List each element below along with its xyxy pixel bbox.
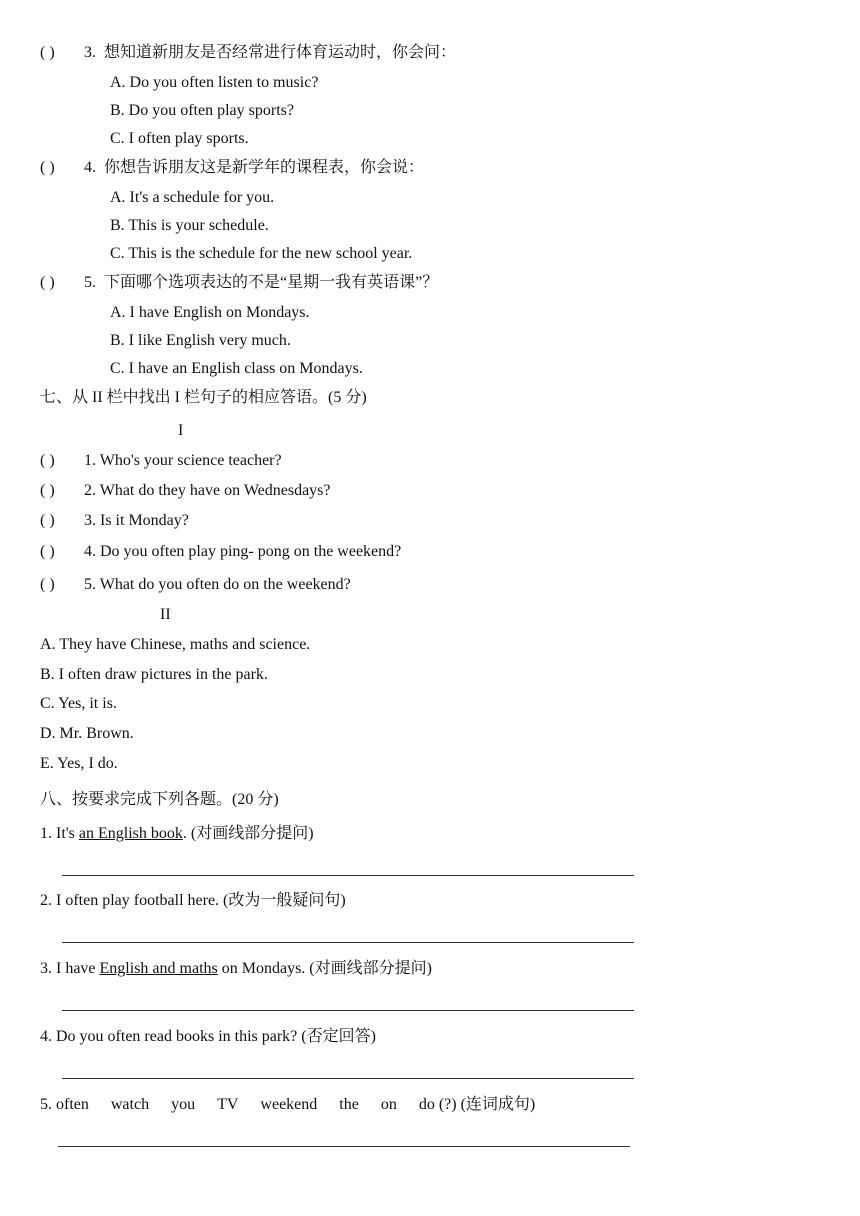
option-c: C. I often play sports. [110,130,249,147]
scrambled-word: TV [217,1096,239,1113]
option-b: B. This is your schedule. [110,217,269,234]
option-b: B. I like English very much. [110,332,291,349]
task-4: 4. Do you often read books in this park? (否定回答) [40,1028,376,1045]
answer-line[interactable] [58,1146,630,1147]
task-number: 5. [40,1096,52,1113]
answer-option: E. Yes, I do. [40,755,118,772]
task-1 [40,824,314,844]
answer-option: B. I often draw pictures in the park. [40,666,268,683]
answer-line[interactable] [62,875,634,876]
column-ii-label: II [160,606,171,623]
task-instruction: on Mondays. (对画线部分提问) [217,960,432,977]
match-item-text: 2. What do they have on Wednesdays? [84,482,331,499]
answer-option: D. Mr. Brown. [40,725,134,742]
option-b: B. Do you often play sports? [110,102,294,119]
answer-bracket[interactable]: ( ) [40,274,55,291]
answer-bracket[interactable]: ( ) [40,482,55,499]
task-5 [40,1095,535,1115]
scrambled-word: on [380,1096,397,1113]
scrambled-word: do [418,1096,435,1113]
question-prompt: 下面哪个选项表达的不是“星期一我有英语课”？ [104,274,439,291]
answer-bracket[interactable]: ( ) [40,576,55,593]
option-c: C. I have an English class on Mondays. [110,360,363,377]
answer-bracket[interactable]: ( ) [40,44,55,61]
answer-option: C. Yes, it is. [40,695,117,712]
question-4 [40,158,424,178]
match-item-text: 1. Who's your science teacher? [84,452,282,469]
answer-option: A. They have Chinese, maths and science. [40,636,311,653]
option-c: C. This is the schedule for the new school year. [110,245,413,262]
question-3 [40,43,456,63]
task-text: 3. I have [40,960,100,977]
task-3 [40,959,432,979]
question-number: 3. [84,44,96,61]
option-a: A. It's a schedule for you. [110,189,275,206]
answer-line[interactable] [62,1078,634,1079]
task-2: 2. I often play football here. (改为一般疑问句) [40,892,346,909]
match-item-text: 4. Do you often play ping- pong on the weekend? [84,543,402,560]
task-text: 1. It's [40,825,79,842]
answer-bracket[interactable]: ( ) [40,452,55,469]
question-number: 5. [84,274,96,291]
match-item-text: 5. What do you often do on the weekend? [84,576,351,593]
match-item [40,542,401,562]
question-5 [40,273,438,293]
match-item [40,575,351,595]
option-a: A. Do you often listen to music? [110,74,319,91]
section-8-heading: 八、按要求完成下列各题。(20 分) [40,791,279,808]
task-instruction: (?) (连词成句) [438,1096,536,1113]
scrambled-word: weekend [260,1096,318,1113]
task-instruction: . (对画线部分提问) [182,825,314,842]
answer-bracket[interactable]: ( ) [40,543,55,560]
match-item-text: 3. Is it Monday? [84,512,189,529]
question-prompt: 想知道新朋友是否经常进行体育运动时，你会问： [104,44,457,61]
scrambled-word: often [56,1096,89,1113]
question-prompt: 你想告诉朋友这是新学年的课程表，你会说： [104,159,425,176]
answer-bracket[interactable]: ( ) [40,159,55,176]
question-number: 4. [84,159,96,176]
underlined-phrase: an English book [78,825,183,842]
scrambled-word: you [171,1096,196,1113]
scrambled-word: watch [110,1096,150,1113]
match-item [40,451,282,471]
match-item [40,481,331,501]
match-item [40,511,189,531]
answer-line[interactable] [62,942,634,943]
column-i-label: I [178,422,184,439]
underlined-phrase: English and maths [99,960,218,977]
section-7-heading: 七、从 II 栏中找出 I 栏句子的相应答语。(5 分) [40,389,367,406]
option-a: A. I have English on Mondays. [110,304,310,321]
answer-line[interactable] [62,1010,634,1011]
answer-bracket[interactable]: ( ) [40,512,55,529]
scrambled-word: the [339,1096,359,1113]
